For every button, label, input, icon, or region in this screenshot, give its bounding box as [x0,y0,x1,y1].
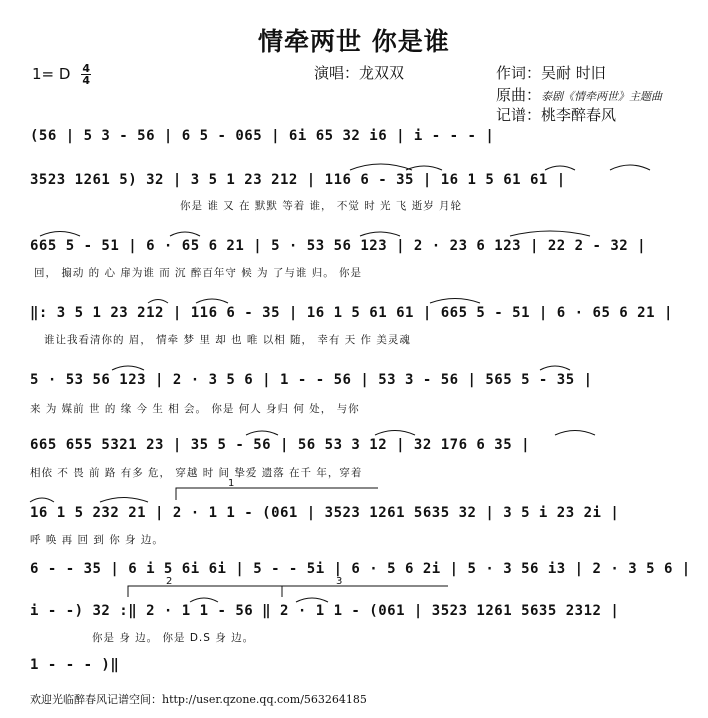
slur-mark [246,431,278,435]
notation-row-9: i - -) 32 :‖ 2 · 1 1 - 56 ‖ 2 · 1 1 - (061 | 3523 1261 5635 2312 | [30,603,620,619]
volta-label-2: 2 [166,576,173,587]
slur-mark [100,498,148,503]
lyric-row-6: 相依 不 畏 前 路 有多 危， 穿越 时 间 挚爱 遗落 在千 年，穿着 [30,467,363,479]
transcriber-credit: 记谱：桃李醉春风 [496,106,617,124]
slur-mark [350,164,412,170]
volta-label-1: 1 [228,478,235,489]
notation-row-6: 665 655 5321 23 | 35 5 - 56 | 56 53 3 12 | 32 176 6 35 | [30,437,531,453]
volta-bracket-1 [176,488,378,500]
lyric-row-4: 谁让我看清你的 眉， 情牵 梦 里 却 也 唯 以相 随， 幸有 天 作 美灵魂 [44,334,411,346]
notation-row-1: (56 | 5 3 - 56 | 6 5 - 065 | 6i 65 32 i6 | i - - - | [30,128,495,144]
key-label: 1= D [32,65,71,83]
slur-mark [545,166,575,170]
time-sig-top: 4 [82,62,91,75]
notation-row-2: 3523 1261 5) 32 | 3 5 1 23 212 | 116 6 - 35 | 16 1 5 61 61 | [30,172,566,188]
notation-row-4: ‖: 3 5 1 23 212 | 116 6 - 35 | 16 1 5 61 61 | 665 5 - 51 | 6 · 65 6 21 | [30,305,673,321]
slur-mark [555,431,595,436]
slur-mark [40,232,80,237]
slur-mark [148,300,168,304]
origin-value: 泰剧《情牵两世》主题曲 [541,90,663,103]
slur-mark [510,231,590,236]
slur-mark [112,366,144,370]
slur-mark [296,598,328,602]
slur-mark [375,431,415,436]
volta-bracket-3 [282,586,448,597]
slur-mark [540,366,570,370]
slur-mark [196,299,228,303]
slur-mark [170,232,200,236]
lyric-row-2: 你是 谁 又 在 默默 等着 谁， 不觉 时 光 飞 逝岁 月轮 [180,200,463,212]
slur-mark [360,232,400,236]
origin-label: 原曲： [496,86,542,104]
slur-mark [30,498,54,502]
slur-mark [610,165,650,170]
volta-label-3: 3 [336,576,343,587]
song-title: 情牵两世 你是谁 [258,27,450,56]
lyric-row-3: 回， 搧动 的 心 扉为谁 而 沉 醉百年守 候 为 了与谁 归。 你是 [34,267,363,279]
lyric-row-5: 来 为 媒前 世 的 缘 今 生 相 会。 你是 何人 身归 何 处， 与你 [30,403,360,415]
notation-row-8: 6 - - 35 | 6 i 5 6i 6i | 5 - - 5i | 6 · 5 6 2i | 5 · 3 56 i3 | 2 · 3 5 6 | [30,561,691,577]
notation-row-3: 665 5 - 51 | 6 · 65 6 21 | 5 · 53 56 123 | 2 · 23 6 123 | 22 2 - 32 | [30,238,647,254]
singer-credit: 演唱：龙双双 [314,64,405,82]
notation-row-5: 5 · 53 56 123 | 2 · 3 5 6 | 1 - - 56 | 53 3 - 56 | 565 5 - 35 | [30,372,593,388]
volta-bracket-2 [128,586,292,597]
slur-mark [430,299,480,304]
slur-mark [190,598,218,602]
lyric-row-7: 呼 唤 再 回 到 你 身 边。 [30,534,164,546]
notation-row-10: 1 - - - )‖ [30,657,120,673]
footer-note: 欢迎光临醉春风记谱空间：http://user.qzone.qq.com/563264185 [30,693,367,706]
lyric-row-9: 你是 身 边。 你是 D.S 身 边。 [92,632,255,644]
time-sig-bottom: 4 [82,74,91,87]
notation-row-7: 16 1 5 232 21 | 2 · 1 1 - (061 | 3523 1261 5635 32 | 3 5 i 23 2i | [30,505,620,521]
lyricist-credit: 作词：吴耐 时旧 [496,64,606,82]
